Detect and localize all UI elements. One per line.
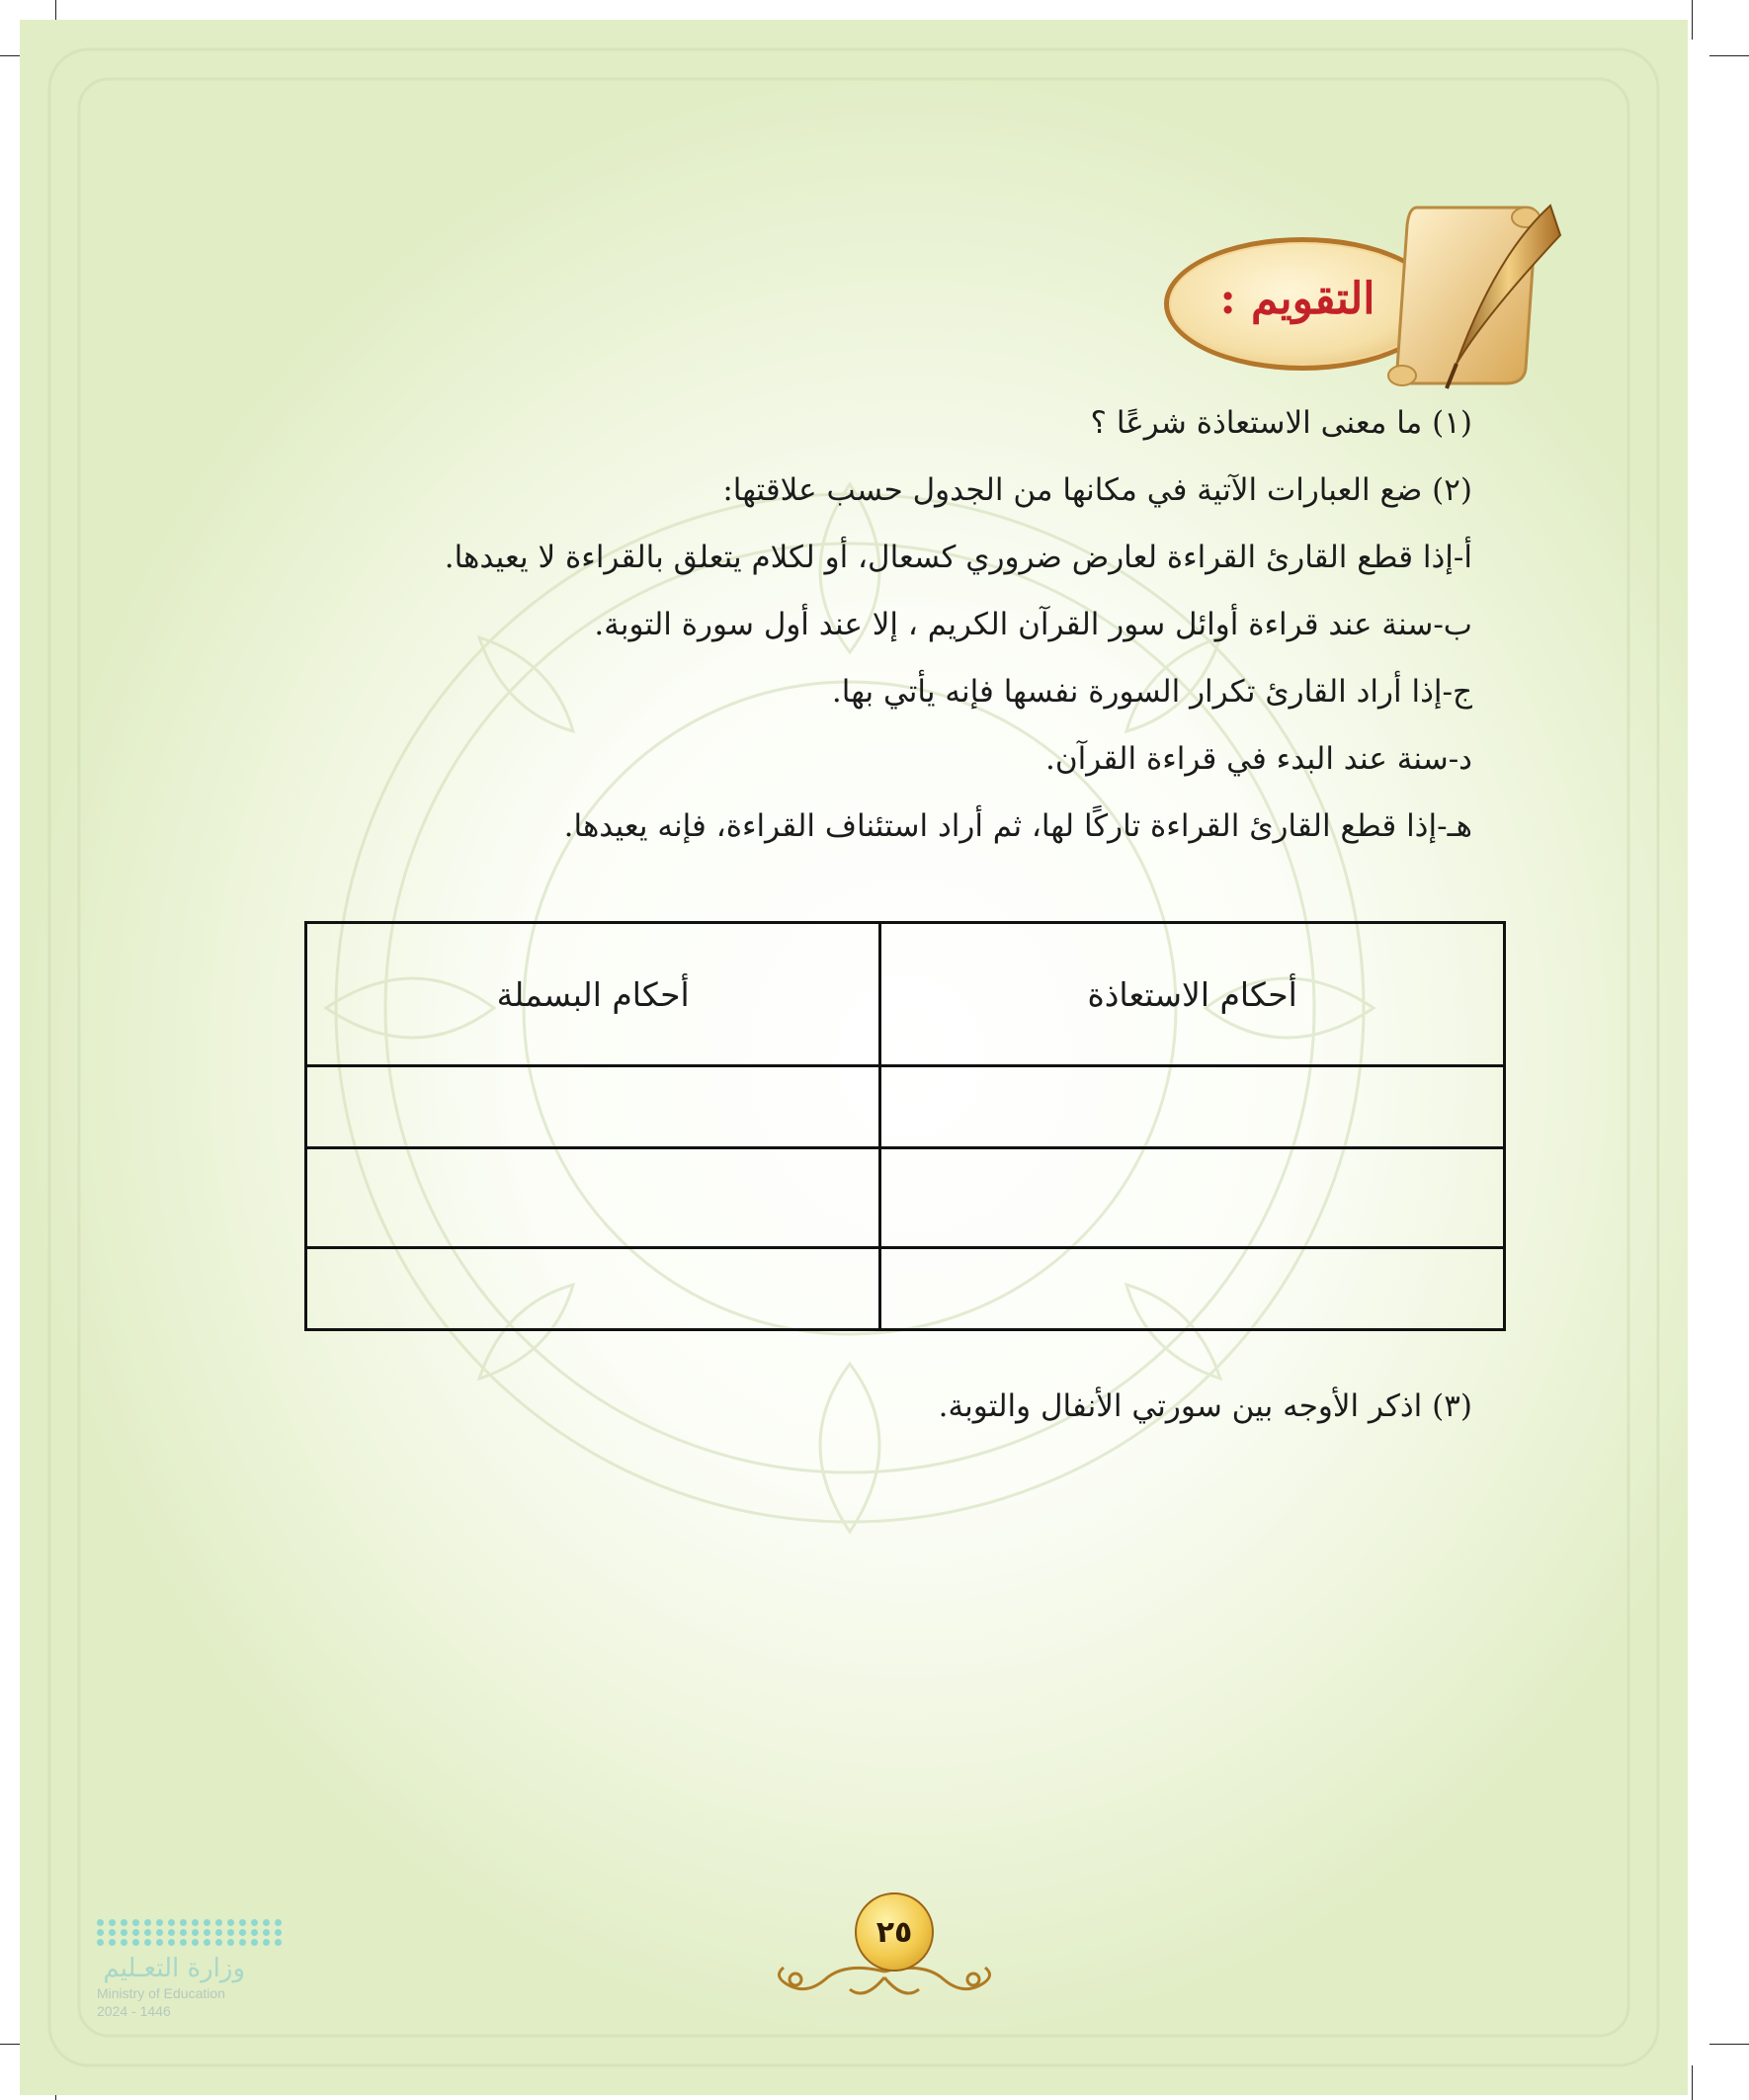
crop-mark [1692,0,1693,40]
answer-cell[interactable] [306,1148,880,1248]
ministry-name-en: Ministry of Education [97,1985,225,2001]
academic-year: 2024 - 1446 [97,2003,171,2019]
table-header-isti-adha: أحكام الاستعاذة [880,923,1505,1066]
table-row [306,1066,1505,1148]
option-b: ب-سنة عند قراءة أوائل سور القرآن الكريم ، إلا عند أول سورة التوبة. [594,607,1472,642]
option-a: أ-إذا قطع القارئ القراءة لعارض ضروري كسعال، أو لكلام يتعلق بالقراءة لا يعيدها. [444,540,1472,575]
answer-cell[interactable] [880,1248,1505,1330]
page-number: ٢٥ [855,1892,934,1972]
table-row [306,1248,1505,1330]
scroll-quill-icon [1377,196,1575,393]
classification-table [304,921,1506,1331]
question-2: (٢) ضع العبارات الآتية في مكانها من الجدول حسب علاقتها: [722,472,1472,508]
table-row [306,1148,1505,1248]
ministry-logo [97,1919,294,2019]
ministry-name-ar: وزارة التعـليم [103,1954,245,1983]
question-3: (٣) اذكر الأوجه بين سورتي الأنفال والتوبة. [938,1388,1472,1424]
section-title: التقويم : [1219,274,1375,324]
question-1: (١) ما معنى الاستعاذة شرعًا ؟ [1090,405,1472,441]
section-header-badge [1144,196,1579,403]
table-header-basmala: أحكام البسملة [306,923,880,1066]
answer-cell[interactable] [306,1066,880,1148]
crop-mark [1709,2044,1749,2045]
option-e: هـ-إذا قطع القارئ القراءة تاركًا لها، ثم أراد استئناف القراءة، فإنه يعيدها. [563,808,1472,844]
option-d: د-سنة عند البدء في قراءة القرآن. [1045,741,1472,777]
option-c: ج-إذا أراد القارئ تكرار السورة نفسها فإنه يأتي بها. [831,674,1472,710]
crop-mark [1709,55,1749,56]
textbook-page [20,20,1688,2095]
page-number-ornament [766,1892,1003,2011]
crop-mark [1692,2065,1693,2100]
answer-cell[interactable] [306,1248,880,1330]
answer-cell[interactable] [880,1148,1505,1248]
answer-cell[interactable] [880,1066,1505,1148]
logo-dots-icon [97,1919,294,1946]
